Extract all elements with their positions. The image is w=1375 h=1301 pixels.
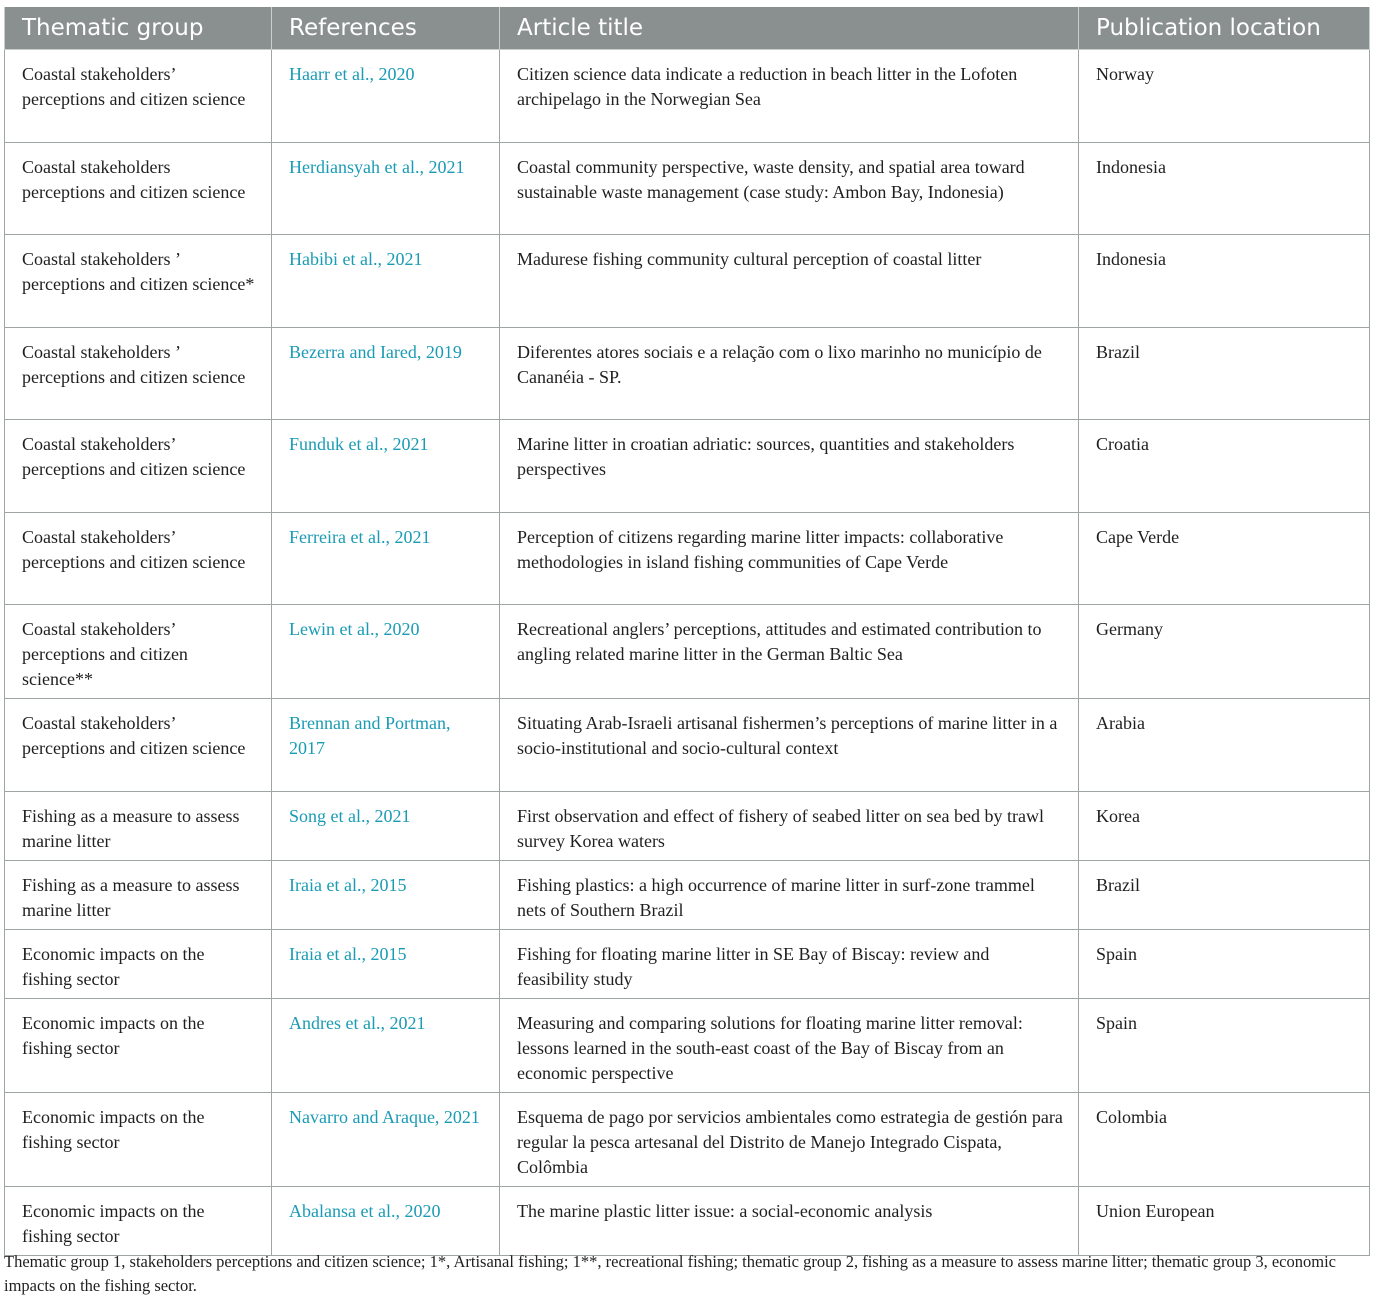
table-row bbox=[5, 605, 1370, 699]
thematic-group-cell: Coastal stakeholders ’ perceptions and citizen science* bbox=[5, 235, 272, 328]
table-row bbox=[5, 143, 1370, 235]
reference-link[interactable]: Navarro and Araque, 2021 bbox=[272, 1093, 500, 1187]
thematic-group-cell: Coastal stakeholders’ perceptions and citizen science bbox=[5, 699, 272, 792]
thematic-group-cell: Coastal stakeholders’ perceptions and citizen science** bbox=[5, 605, 272, 699]
article-title-cell: Measuring and comparing solutions for floating marine litter removal: lessons learned in the south-east coast of the Bay of Biscay from an economic perspective bbox=[500, 999, 1079, 1093]
table-row bbox=[5, 235, 1370, 328]
publication-location-cell: Korea bbox=[1079, 792, 1370, 861]
publication-location-cell: Spain bbox=[1079, 930, 1370, 999]
table-footnote: Thematic group 1, stakeholders perceptions and citizen science; 1*, Artisanal fishing; 1**, recreational fishing; thematic group 2, fishing as a measure to assess marine litter; thematic group 3, economic impacts on the fishing sector. bbox=[4, 1252, 1336, 1295]
table-row bbox=[5, 699, 1370, 792]
thematic-group-cell: Coastal stakeholders’ perceptions and citizen science bbox=[5, 420, 272, 513]
article-title-cell: Fishing for floating marine litter in SE Bay of Biscay: review and feasibility study bbox=[500, 930, 1079, 999]
thematic-group-cell: Economic impacts on the fishing sector bbox=[5, 1093, 272, 1187]
table-row bbox=[5, 930, 1370, 999]
table-row bbox=[5, 861, 1370, 930]
table-row bbox=[5, 1093, 1370, 1187]
thematic-group-cell: Economic impacts on the fishing sector bbox=[5, 1187, 272, 1256]
publication-location-cell: Croatia bbox=[1079, 420, 1370, 513]
article-title-cell: Madurese fishing community cultural perception of coastal litter bbox=[500, 235, 1079, 328]
article-title-cell: Recreational anglers’ perceptions, attitudes and estimated contribution to angling related marine litter in the German Baltic Sea bbox=[500, 605, 1079, 699]
publication-location-cell: Germany bbox=[1079, 605, 1370, 699]
reference-link[interactable]: Iraia et al., 2015 bbox=[272, 861, 500, 930]
table-row bbox=[5, 999, 1370, 1093]
article-title-cell: Perception of citizens regarding marine litter impacts: collaborative methodologies in island fishing communities of Cape Verde bbox=[500, 513, 1079, 605]
reference-link[interactable]: Song et al., 2021 bbox=[272, 792, 500, 861]
header-thematic-group: Thematic group bbox=[5, 7, 272, 50]
publication-location-cell: Indonesia bbox=[1079, 235, 1370, 328]
table-row bbox=[5, 420, 1370, 513]
thematic-group-cell: Coastal stakeholders perceptions and citizen science bbox=[5, 143, 272, 235]
reference-link[interactable]: Haarr et al., 2020 bbox=[272, 50, 500, 143]
reference-link[interactable]: Brennan and Portman, 2017 bbox=[272, 699, 500, 792]
publication-location-cell: Cape Verde bbox=[1079, 513, 1370, 605]
thematic-group-cell: Coastal stakeholders’ perceptions and citizen science bbox=[5, 50, 272, 143]
table-row bbox=[5, 1187, 1370, 1256]
article-title-cell: Coastal community perspective, waste density, and spatial area toward sustainable waste management (case study: Ambon Bay, Indonesia) bbox=[500, 143, 1079, 235]
references-table bbox=[4, 7, 1370, 1256]
publication-location-cell: Brazil bbox=[1079, 861, 1370, 930]
reference-link[interactable]: Lewin et al., 2020 bbox=[272, 605, 500, 699]
thematic-group-cell: Coastal stakeholders ’ perceptions and citizen science bbox=[5, 328, 272, 420]
publication-location-cell: Indonesia bbox=[1079, 143, 1370, 235]
publication-location-cell: Norway bbox=[1079, 50, 1370, 143]
article-title-cell: Situating Arab-Israeli artisanal fishermen’s perceptions of marine litter in a socio-institutional and socio-cultural context bbox=[500, 699, 1079, 792]
table-container bbox=[4, 7, 1370, 1256]
thematic-group-cell: Coastal stakeholders’ perceptions and citizen science bbox=[5, 513, 272, 605]
header-publication-location: Publication location bbox=[1079, 7, 1370, 50]
publication-location-cell: Colombia bbox=[1079, 1093, 1370, 1187]
table-body bbox=[5, 50, 1370, 1256]
article-title-cell: The marine plastic litter issue: a social-economic analysis bbox=[500, 1187, 1079, 1256]
table-header-row bbox=[5, 7, 1370, 50]
reference-link[interactable]: Herdiansyah et al., 2021 bbox=[272, 143, 500, 235]
reference-link[interactable]: Abalansa et al., 2020 bbox=[272, 1187, 500, 1256]
table-row bbox=[5, 50, 1370, 143]
table-row bbox=[5, 328, 1370, 420]
article-title-cell: First observation and effect of fishery of seabed litter on sea bed by trawl survey Korea waters bbox=[500, 792, 1079, 861]
publication-location-cell: Arabia bbox=[1079, 699, 1370, 792]
article-title-cell: Diferentes atores sociais e a relação com o lixo marinho no município de Cananéia - SP. bbox=[500, 328, 1079, 420]
publication-location-cell: Spain bbox=[1079, 999, 1370, 1093]
article-title-cell: Marine litter in croatian adriatic: sources, quantities and stakeholders perspectives bbox=[500, 420, 1079, 513]
reference-link[interactable]: Habibi et al., 2021 bbox=[272, 235, 500, 328]
thematic-group-cell: Economic impacts on the fishing sector bbox=[5, 930, 272, 999]
reference-link[interactable]: Bezerra and Iared, 2019 bbox=[272, 328, 500, 420]
reference-link[interactable]: Andres et al., 2021 bbox=[272, 999, 500, 1093]
thematic-group-cell: Fishing as a measure to assess marine litter bbox=[5, 792, 272, 861]
thematic-group-cell: Economic impacts on the fishing sector bbox=[5, 999, 272, 1093]
header-references: References bbox=[272, 7, 500, 50]
article-title-cell: Esquema de pago por servicios ambientales como estrategia de gestión para regular la pesca artesanal del Distrito de Manejo Integrado Cispata, Colômbia bbox=[500, 1093, 1079, 1187]
header-article-title: Article title bbox=[500, 7, 1079, 50]
reference-link[interactable]: Ferreira et al., 2021 bbox=[272, 513, 500, 605]
article-title-cell: Citizen science data indicate a reduction in beach litter in the Lofoten archipelago in the Norwegian Sea bbox=[500, 50, 1079, 143]
reference-link[interactable]: Funduk et al., 2021 bbox=[272, 420, 500, 513]
publication-location-cell: Brazil bbox=[1079, 328, 1370, 420]
publication-location-cell: Union European bbox=[1079, 1187, 1370, 1256]
thematic-group-cell: Fishing as a measure to assess marine litter bbox=[5, 861, 272, 930]
table-row bbox=[5, 513, 1370, 605]
table-row bbox=[5, 792, 1370, 861]
reference-link[interactable]: Iraia et al., 2015 bbox=[272, 930, 500, 999]
article-title-cell: Fishing plastics: a high occurrence of marine litter in surf-zone trammel nets of Southern Brazil bbox=[500, 861, 1079, 930]
